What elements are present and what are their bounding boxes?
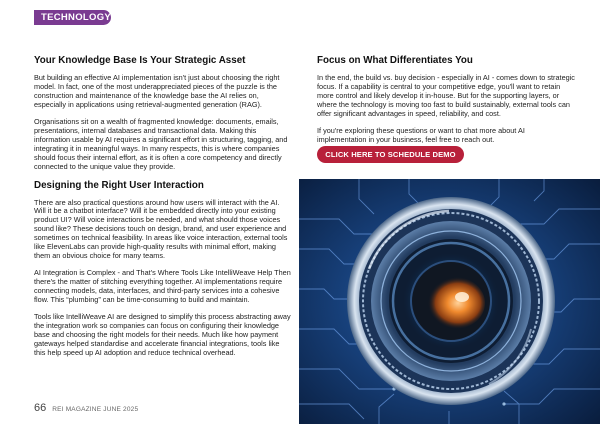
paragraph: If you're exploring these questions or want to chat more about AI implementation in your business, feel free to reach out. <box>317 125 525 144</box>
page-number: 66 <box>34 402 47 414</box>
paragraph: Organisations sit on a wealth of fragmented knowledge: documents, emails, presentations, internal databases and transactional data. Making this information usable by AI requires a significant effort in structuring, tagging, and integrating it in meaningful ways. In many respects, this is where companies should focus their internal effort, as it is often a core competency and directly connected to the unique value they provide. <box>34 116 288 171</box>
heading-knowledge-base: Your Knowledge Base Is Your Strategic Asset <box>34 55 246 66</box>
right-column <box>317 55 575 153</box>
paragraph: AI Integration is Complex - and That's Where Tools Like IntelliWeave Help Then there's the matter of stitching everything together. AI implementations require connecting models, data, interfaces, and third-party services into a cohesive flow. This “plumbing” can be time-consuming to build and maintain. <box>34 268 291 305</box>
heading-user-interaction: Designing the Right User Interaction <box>34 179 204 191</box>
camera-lens-circuit-image <box>299 179 600 424</box>
left-column <box>34 55 292 366</box>
publication-name: REI MAGAZINE JUNE 2025 <box>52 406 139 413</box>
paragraph: There are also practical questions around how users will interact with the AI. Will it be a chatbot interface? Will it be embedded directly into your existing product UI? Will voice interactions be needed, and what should those voices sound like? These decisions touch on design, brand, and user experience and sometimes on technical feasibility. In areas like voice interaction, external tools like ElevenLabs can provide high-quality results with minimal effort, making them an obvious choice for many teams. <box>34 197 288 261</box>
page-footer <box>34 402 138 414</box>
paragraph: Tools like IntelliWeave AI are designed to simplify this process abstracting away the integration work so companies can focus on configuring their knowledge base and choosing the right models for their needs. Much like how payment gateways helped standardise and accelerate financial integrations, tools like this help speed up AI adoption and reduce technical overhead. <box>34 312 291 357</box>
section-tag: TECHNOLOGY <box>34 10 111 25</box>
paragraph: But building an effective AI implementation isn't just about choosing the right model. In fact, one of the most underappreciated pieces of the puzzle is the construction and maintenance of the knowledge base the AI relies on, especially in applications using retrieval-augmented generation (RAG). <box>34 73 280 109</box>
schedule-demo-button[interactable]: CLICK HERE TO SCHEDULE DEMO <box>317 146 464 163</box>
heading-differentiates: Focus on What Differentiates You <box>317 55 473 66</box>
paragraph: In the end, the build vs. buy decision - especially in AI - comes down to strategic focus. If a capability is central to your competitive edge, you'll want to retain more control and likely develop it in-house. But for the supporting layers, or where the technology is moving too fast to build sustainably, external tools can offer significant advantages in speed, reliability, and cost. <box>317 73 575 118</box>
